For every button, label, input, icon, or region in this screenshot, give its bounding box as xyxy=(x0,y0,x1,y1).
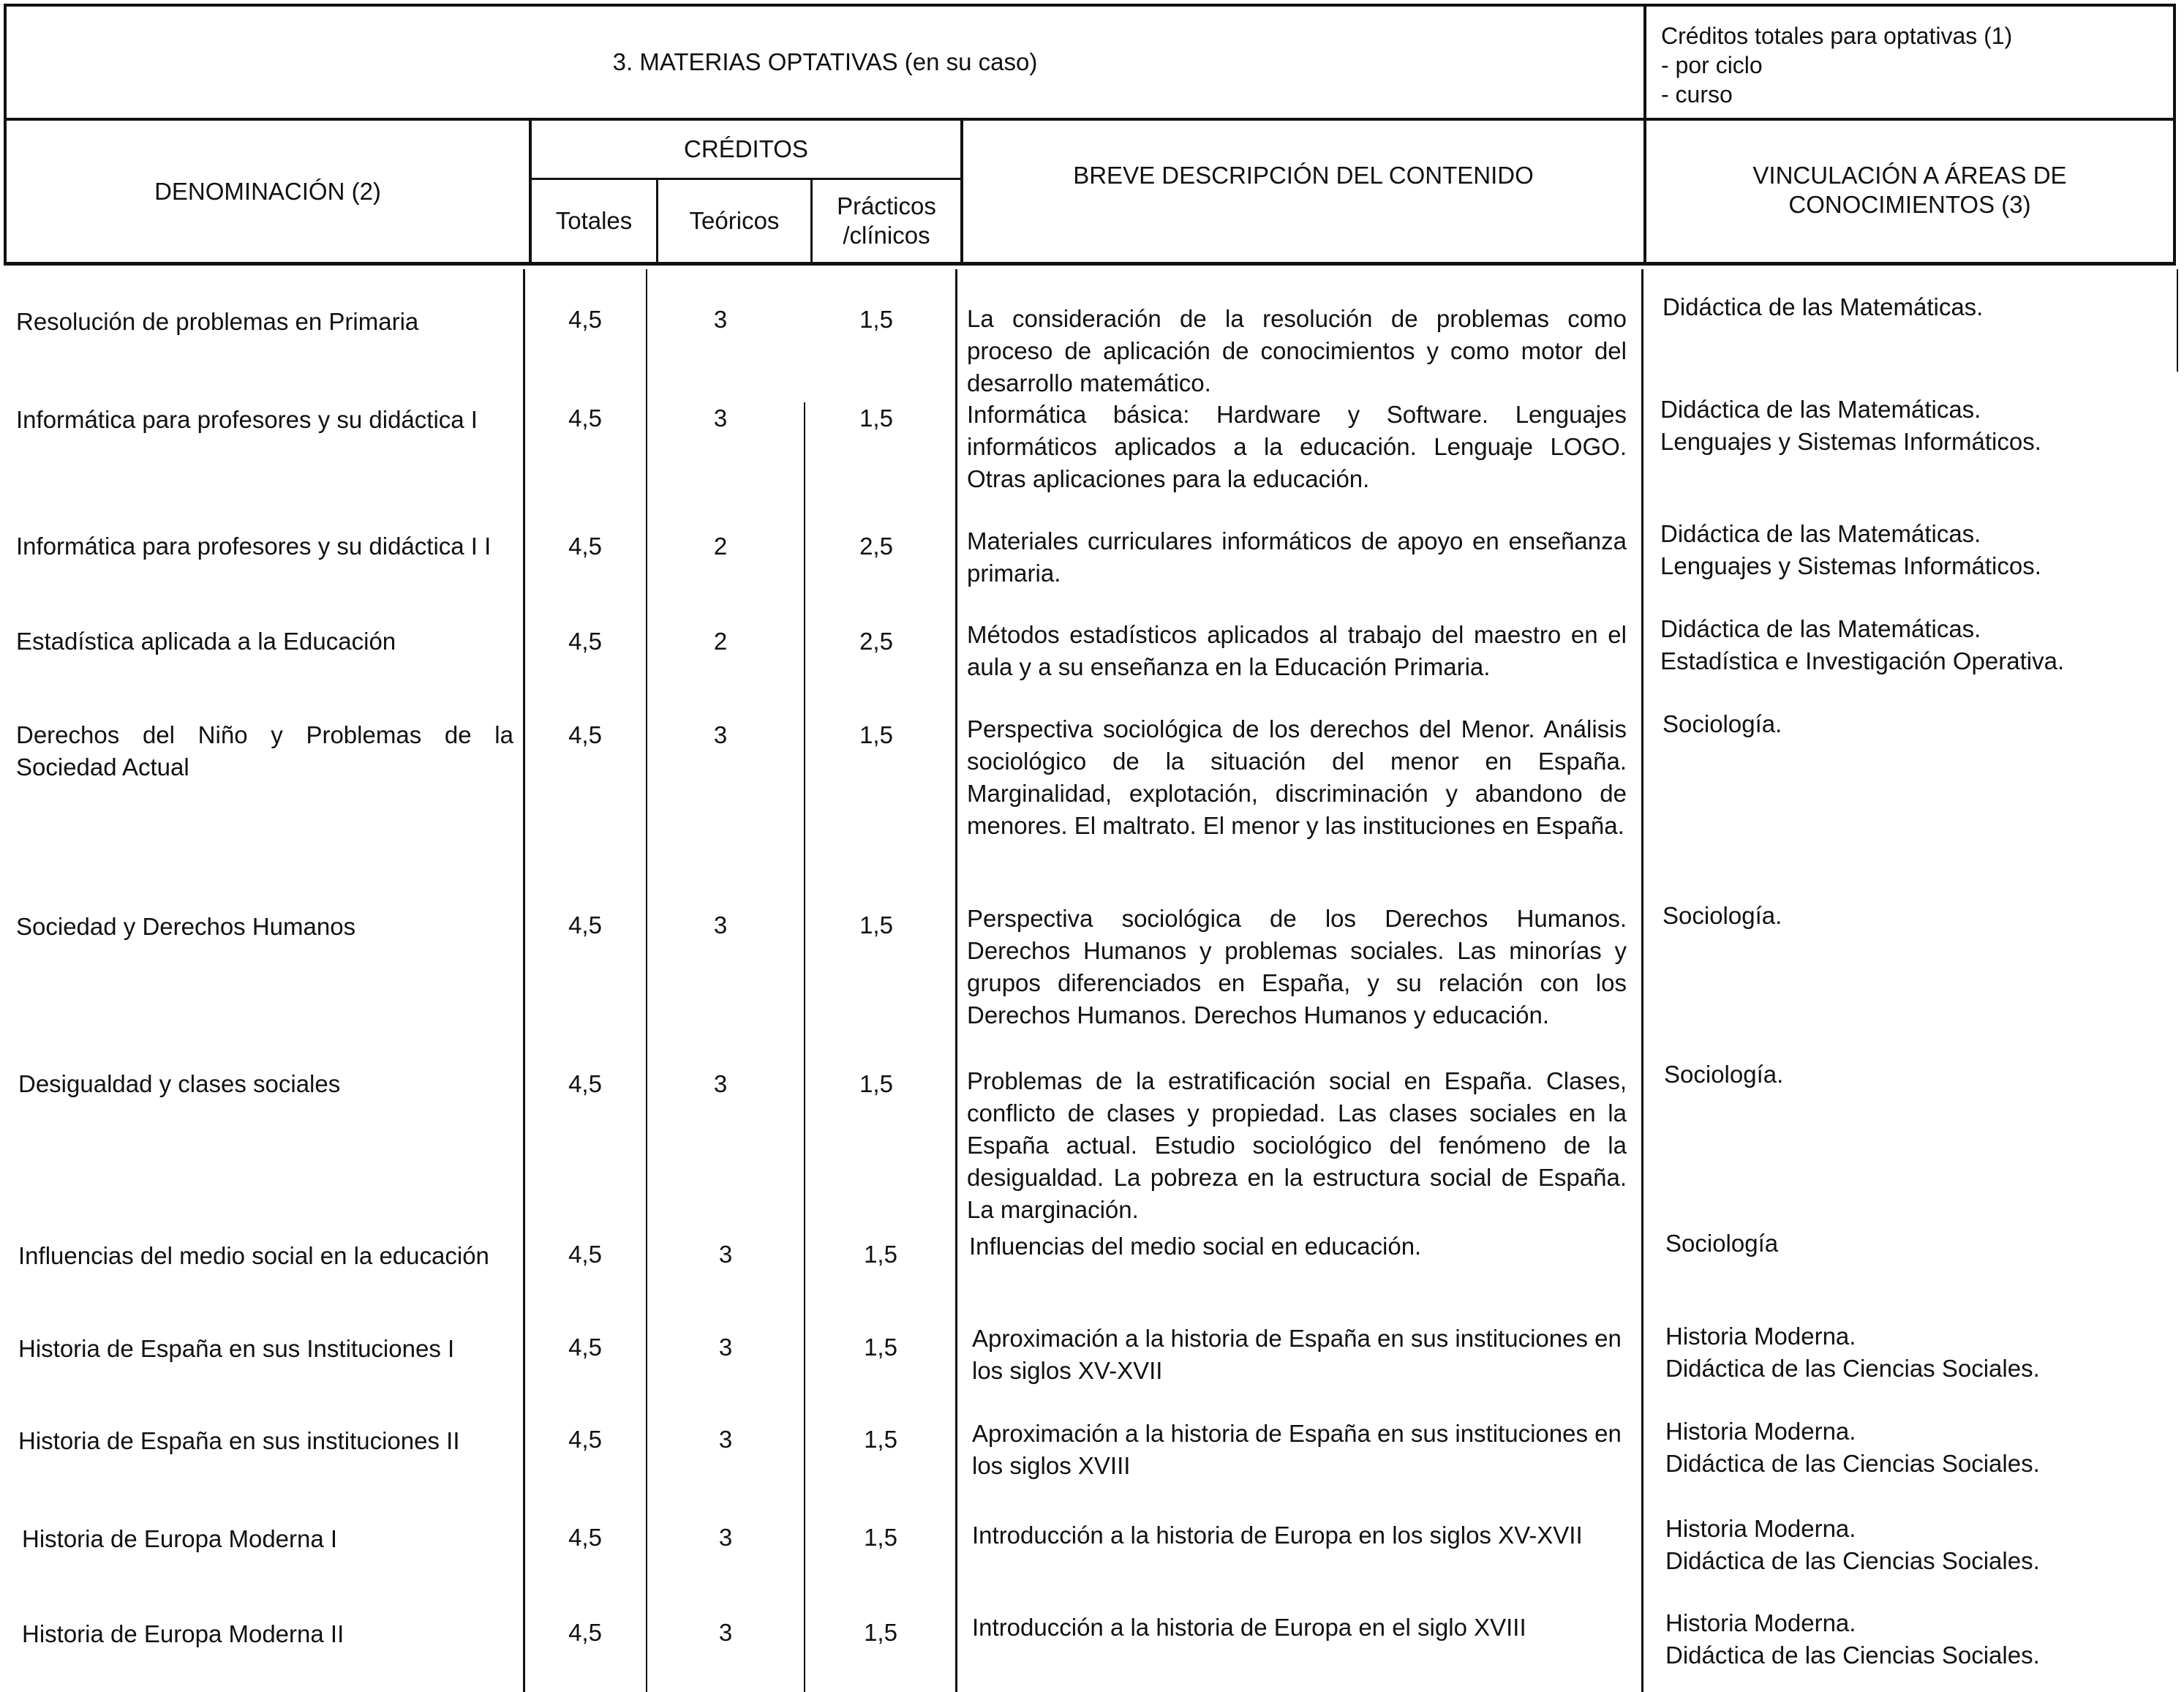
header-divider xyxy=(1643,7,1646,118)
row-1-practicos: 1,5 xyxy=(859,306,893,333)
row-12-areas xyxy=(1665,1607,2170,1672)
row-5-teoricos: 3 xyxy=(713,721,728,748)
row-2-teoricos: 3 xyxy=(713,405,728,432)
row-10-name: Historia de España en sus instituciones II xyxy=(18,1427,460,1454)
row-7-area-1: Sociología. xyxy=(1664,1061,1784,1088)
row-12-area-1: Historia Moderna. xyxy=(1665,1609,1856,1636)
credits-total-label: Créditos totales para optativas (1) xyxy=(1661,23,2013,49)
col-header-vinculacion xyxy=(1646,157,2173,223)
column-headers xyxy=(4,121,2176,266)
row-6-description: Perspectiva sociológica de los Derechos Humanos. Derechos Humanos y problemas sociales. Las minorías y grupos diferenciados en España, y su relación con los Derechos Humanos. Derechos Humanos y educación. xyxy=(967,905,1627,1029)
row-8-totales: 4,5 xyxy=(568,1241,602,1268)
col-header-creditos: CRÉDITOS xyxy=(684,135,808,162)
row-8-teoricos: 3 xyxy=(718,1241,733,1268)
row-9-area-1: Historia Moderna. xyxy=(1665,1323,1856,1350)
row-3-area-2: Lenguajes y Sistemas Informáticos. xyxy=(1660,552,2041,579)
row-2-area-2: Lenguajes y Sistemas Informáticos. xyxy=(1660,428,2041,455)
row-1-area-1: Didáctica de las Matemáticas. xyxy=(1663,293,1984,320)
row-8-area-1: Sociología xyxy=(1665,1230,1779,1257)
row-6-areas xyxy=(1663,900,2167,932)
row-4-practicos: 2,5 xyxy=(859,628,893,655)
row-3-description: Materiales curriculares informáticos de apoyo en enseñanza primaria. xyxy=(967,527,1627,587)
row-4-areas xyxy=(1660,613,2172,677)
row-6-totales: 4,5 xyxy=(568,911,602,939)
row-5-totales: 4,5 xyxy=(568,721,602,748)
row-12-practicos: 1,5 xyxy=(864,1619,897,1646)
row-12-name: Historia de Europa Moderna II xyxy=(22,1620,344,1647)
row-10-teoricos: 3 xyxy=(718,1426,733,1453)
row-6-practicos: 1,5 xyxy=(859,911,893,939)
col-header-practicos xyxy=(813,180,960,262)
row-5-area-1: Sociología. xyxy=(1663,710,1782,737)
row-2-name: Informática para profesores y su didáctica I xyxy=(16,406,478,433)
row-2-practicos: 1,5 xyxy=(859,405,893,432)
row-4-teoricos: 2 xyxy=(713,628,728,655)
row-9-description: Aproximación a la historia de España en sus instituciones en los siglos XV-XVII xyxy=(972,1325,1622,1384)
row-4-description: Métodos estadísticos aplicados al trabajo del maestro en el aula y a su enseñanza en la Educación Primaria. xyxy=(967,621,1627,680)
col-header-teoricos: Teóricos xyxy=(689,207,780,234)
row-10-description: Aproximación a la historia de España en sus instituciones en los siglos XVIII xyxy=(972,1420,1622,1479)
col-header-practicos-line1: Prácticos xyxy=(837,192,936,219)
body-rule xyxy=(646,269,647,1692)
row-10-area-2: Didáctica de las Ciencias Sociales. xyxy=(1665,1450,2040,1477)
credits-course: - curso xyxy=(1661,81,1733,108)
row-1-teoricos: 3 xyxy=(713,306,728,333)
col-header-totales: Totales xyxy=(555,207,633,234)
row-3-practicos: 2,5 xyxy=(859,533,893,560)
row-11-area-2: Didáctica de las Ciencias Sociales. xyxy=(1665,1547,2040,1574)
row-12-area-2: Didáctica de las Ciencias Sociales. xyxy=(1665,1642,2040,1669)
row-7-areas xyxy=(1664,1059,2169,1091)
row-11-description: Introducción a la historia de Europa en los siglos XV-XVII xyxy=(972,1522,1583,1549)
row-5-areas xyxy=(1663,708,2167,740)
row-7-teoricos: 3 xyxy=(713,1070,728,1097)
body-rule xyxy=(955,269,957,1692)
row-3-area-1: Didáctica de las Matemáticas. xyxy=(1660,520,1981,547)
row-4-totales: 4,5 xyxy=(568,628,602,655)
row-9-areas xyxy=(1665,1320,2170,1385)
row-11-practicos: 1,5 xyxy=(864,1524,897,1551)
row-9-teoricos: 3 xyxy=(718,1334,733,1361)
col-header-denominacion: DENOMINACIÓN (2) xyxy=(154,177,381,205)
col-header-practicos-line2: /clínicos xyxy=(843,222,930,249)
row-5-description: Perspectiva sociológica de los derechos del Menor. Análisis sociológico de la situación del menor en España. Marginalidad, explotación, discriminación y abandono de menores. El maltrato. El menor y las instituciones en España. xyxy=(967,715,1627,839)
row-9-name: Historia de España en sus Instituciones I xyxy=(18,1335,455,1362)
row-3-teoricos: 2 xyxy=(713,533,728,560)
row-1-totales: 4,5 xyxy=(568,306,602,333)
row-3-areas xyxy=(1660,518,2172,582)
row-11-totales: 4,5 xyxy=(568,1524,602,1551)
row-5-name: Derechos del Niño y Problemas de la Sociedad Actual xyxy=(16,721,513,781)
row-4-area-1: Didáctica de las Matemáticas. xyxy=(1660,615,1981,642)
body-rule xyxy=(804,402,805,1692)
row-8-name: Influencias del medio social en la educación xyxy=(18,1242,489,1269)
row-2-area-1: Didáctica de las Matemáticas. xyxy=(1660,396,1981,423)
row-6-area-1: Sociología. xyxy=(1663,902,1782,929)
row-5-practicos: 1,5 xyxy=(859,721,893,748)
row-8-areas xyxy=(1665,1227,2170,1260)
row-2-description: Informática básica: Hardware y Software. Lenguajes informáticos aplicados a la educación. Lenguaje LOGO. Otras aplicaciones para la educación. xyxy=(967,401,1627,492)
row-10-area-1: Historia Moderna. xyxy=(1665,1418,1856,1445)
row-7-practicos: 1,5 xyxy=(859,1070,893,1097)
row-9-area-2: Didáctica de las Ciencias Sociales. xyxy=(1665,1355,2040,1382)
body-rule xyxy=(523,269,525,1692)
row-7-description: Problemas de la estratificación social en España. Clases, conflicto de clases y propiedad. Las clases sociales en la España actual. Estudio sociológico del fenómeno de la desigualdad. La pobreza en la estructura social de España. La marginación. xyxy=(967,1067,1627,1223)
row-10-totales: 4,5 xyxy=(568,1426,602,1453)
row-6-teoricos: 3 xyxy=(713,911,728,939)
row-1-areas xyxy=(1663,291,2167,323)
section-title: 3. MATERIAS OPTATIVAS (en su caso) xyxy=(612,48,1038,75)
row-12-teoricos: 3 xyxy=(718,1619,733,1646)
row-8-practicos: 1,5 xyxy=(864,1241,897,1268)
row-4-area-2: Estadística e Investigación Operativa. xyxy=(1660,647,2065,674)
row-12-description: Introducción a la historia de Europa en el siglo XVIII xyxy=(972,1614,1526,1641)
col-header-descripcion: BREVE DESCRIPCIÓN DEL CONTENIDO xyxy=(1073,162,1534,189)
row-11-areas xyxy=(1665,1513,2170,1577)
row-2-totales: 4,5 xyxy=(568,405,602,432)
row-1-name: Resolución de problemas en Primaria xyxy=(16,308,419,335)
body-rule xyxy=(1641,269,1643,1692)
row-7-name: Desigualdad y clases sociales xyxy=(18,1070,341,1097)
row-7-totales: 4,5 xyxy=(568,1070,602,1097)
row-9-practicos: 1,5 xyxy=(864,1334,897,1361)
row-11-area-1: Historia Moderna. xyxy=(1665,1515,1856,1542)
credits-total-box xyxy=(1661,21,2012,109)
row-11-teoricos: 3 xyxy=(718,1524,733,1551)
row-4-name: Estadística aplicada a la Educación xyxy=(16,628,396,655)
row-6-name: Sociedad y Derechos Humanos xyxy=(16,913,356,940)
credits-per-cycle: - por ciclo xyxy=(1661,52,1763,78)
row-10-practicos: 1,5 xyxy=(864,1426,897,1453)
row-1-description: La consideración de la resolución de problemas como proceso de aplicación de conocimientos y como motor del desarrollo matemático. xyxy=(967,305,1627,396)
row-9-totales: 4,5 xyxy=(568,1334,602,1361)
row-12-totales: 4,5 xyxy=(568,1619,602,1646)
row-3-name: Informática para profesores y su didáctica I I xyxy=(16,533,492,560)
row-2-areas xyxy=(1660,394,2172,458)
row-3-totales: 4,5 xyxy=(568,533,602,560)
row-10-areas xyxy=(1665,1415,2170,1480)
col-header-vinculacion-line1: VINCULACIÓN A ÁREAS DE xyxy=(1752,162,2067,189)
row-11-name: Historia de Europa Moderna I xyxy=(22,1525,338,1552)
row-8-description: Influencias del medio social en educación. xyxy=(969,1233,1422,1260)
col-header-vinculacion-line2: CONOCIMIENTOS (3) xyxy=(1788,191,2031,218)
body-rule xyxy=(2177,269,2178,372)
section-header xyxy=(4,4,2176,121)
